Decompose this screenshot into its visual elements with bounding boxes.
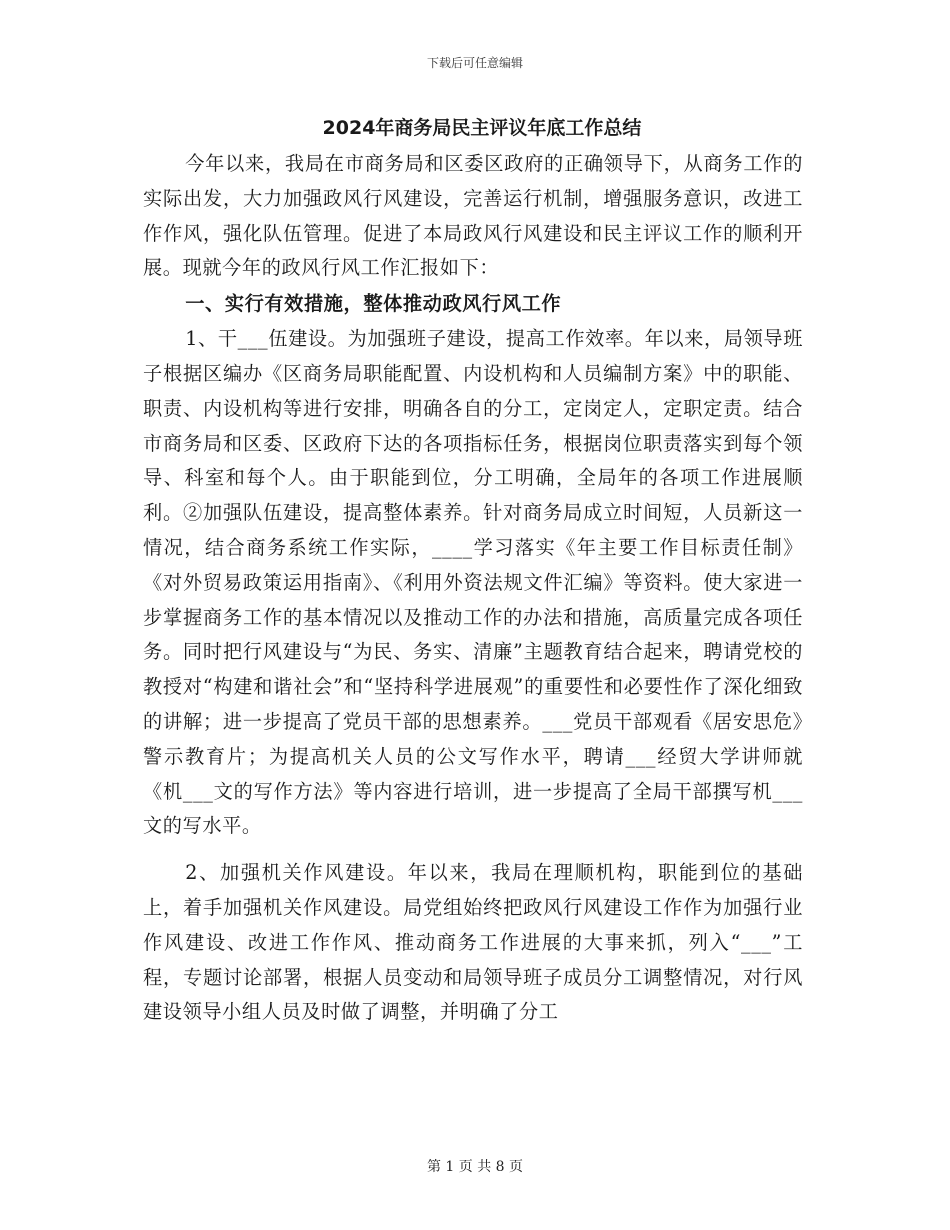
item-2-paragraph: 2、加强机关作风建设。年以来，我局在理顺机构，职能到位的基础上，着手加强机关作风建设。局党组始终把政风行风建设工作作为加强行业作风建设、改进工作作风、推动商务工作进展的大事来抓，列入“___”工程，专题讨论部署，根据人员变动和局领导班子成员分工调整情况，对行风建设领导小组人员及时做了调整，并明确了分工 xyxy=(143,861,803,1024)
page-footer: 第 1 页 共 8 页 xyxy=(426,1159,524,1175)
intro-paragraph: 今年以来，我局在市商务局和区委区政府的正确领导下，从商务工作的实际出发，大力加强政风行风建设，完善运行机制，增强服务意识，改进工作作风，强化队伍管理。促进了本局政风行风建设和民主评议工作的顺利开展。现就今年的政风行风工作汇报如下： xyxy=(143,152,803,280)
section-heading-1: 一、实行有效措施，整体推动政风行风工作 xyxy=(185,292,562,316)
document-body xyxy=(143,110,803,1030)
header-note: 下载后可任意编辑 xyxy=(426,56,523,70)
document-title: 2024年商务局民主评议年底工作总结 xyxy=(322,117,642,139)
item-1-paragraph: 1、干___伍建设。为加强班子建设，提高工作效率。年以来，局领导班子根据区编办《区商务局职能配置、内设机构和人员编制方案》中的职能、职责、内设机构等进行安排，明确各自的分工，定岗定人，定职定责。结合市商务局和区委、区政府下达的各项指标任务，根据岗位职责落实到每个领导、科室和每个人。由于职能到位，分工明确，全局年的各项工作进展顺利。②加强队伍建设，提高整体素养。针对商务局成立时间短，人员新这一情况，结合商务系统工作实际，____学习落实《年主要工作目标责任制》《对外贸易政策运用指南》、《利用外资法规文件汇编》等资料。使大家进一步掌握商务工作的基本情况以及推动工作的办法和措施，高质量完成各项任务。同时把行风建设与“为民、务实、清廉”主题教育结合起来，聘请党校的教授对“构建和谐社会”和“坚持科学进展观”的重要性和必要性作了深化细致的讲解；进一步提高了党员干部的思想素养。___党员干部观看《居安思危》警示教育片；为提高机关人员的公文写作水平，聘请___经贸大学讲师就《机___文的写作方法》等内容进行培训，进一步提高了全局干部撰写机___文的写水平。 xyxy=(143,327,803,838)
